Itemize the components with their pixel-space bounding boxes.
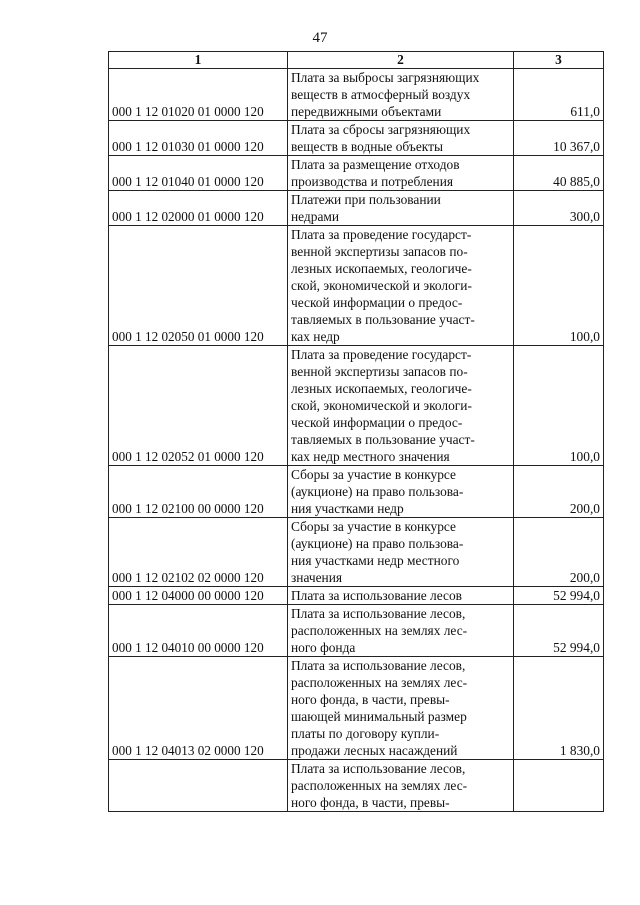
revenue-name-cell	[288, 69, 514, 121]
amount-cell: 200,0	[514, 518, 604, 587]
revenue-name-line: Плата за проведение государст-	[291, 347, 472, 362]
revenue-name-line: веществ в атмосферный воздух	[291, 87, 471, 102]
revenue-name-line: ках недр местного значения	[291, 449, 450, 464]
revenue-name-line: недрами	[291, 209, 340, 224]
budget-code-cell: 000 1 12 02050 01 0000 120	[109, 226, 288, 346]
revenue-name-cell	[288, 226, 514, 346]
budget-code-cell: 000 1 12 02000 01 0000 120	[109, 191, 288, 226]
budget-code-cell: 000 1 12 01030 01 0000 120	[109, 121, 288, 156]
revenue-name-line: Плата за использование лесов	[291, 588, 462, 603]
revenue-name-line: ного фонда	[291, 640, 356, 655]
amount-cell: 52 994,0	[514, 587, 604, 605]
revenue-name-line: Плата за сбросы загрязняющих	[291, 122, 471, 137]
revenue-name-cell	[288, 605, 514, 657]
table-row	[109, 191, 604, 226]
revenue-name-line: тавляемых в пользование участ-	[291, 312, 475, 327]
revenue-name-cell	[288, 346, 514, 466]
revenue-name-line: ческой информации о предос-	[291, 295, 463, 310]
revenue-name-line: Плата за выбросы загрязняющих	[291, 70, 480, 85]
table-row	[109, 466, 604, 518]
budget-code-cell: 000 1 12 04013 02 0000 120	[109, 657, 288, 760]
amount-cell: 100,0	[514, 226, 604, 346]
table-row	[109, 587, 604, 605]
amount-cell	[514, 760, 604, 812]
amount-cell: 1 830,0	[514, 657, 604, 760]
table-row	[109, 346, 604, 466]
revenue-name-line: платы по договору купли-	[291, 726, 440, 741]
column-header-2: 2	[288, 52, 514, 69]
revenue-name-line: передвижными объектами	[291, 104, 442, 119]
table-row	[109, 121, 604, 156]
table-row	[109, 760, 604, 812]
revenue-name-line: шающей минимальный размер	[291, 709, 467, 724]
revenue-name-cell	[288, 466, 514, 518]
revenue-name-line: Плата за размещение отходов	[291, 157, 460, 172]
revenue-name-line: производства и потребления	[291, 174, 454, 189]
revenue-name-line: Сборы за участие в конкурсе	[291, 467, 456, 482]
revenue-name-line: значения	[291, 570, 343, 585]
revenue-name-line: расположенных на землях лес-	[291, 778, 468, 793]
amount-cell: 100,0	[514, 346, 604, 466]
table-row	[109, 518, 604, 587]
revenue-name-line: продажи лесных насаждений	[291, 743, 458, 758]
revenue-name-line: веществ в водные объекты	[291, 139, 443, 154]
revenue-name-cell	[288, 587, 514, 605]
revenue-name-cell	[288, 760, 514, 812]
revenue-name-line: (аукционе) на право пользова-	[291, 536, 464, 551]
revenue-name-line: расположенных на землях лес-	[291, 623, 468, 638]
revenue-name-cell	[288, 156, 514, 191]
revenue-name-line: Сборы за участие в конкурсе	[291, 519, 456, 534]
table-row	[109, 156, 604, 191]
amount-cell: 300,0	[514, 191, 604, 226]
amount-cell: 40 885,0	[514, 156, 604, 191]
budget-code-cell: 000 1 12 04000 00 0000 120	[109, 587, 288, 605]
table-header-row	[109, 52, 604, 69]
revenue-name-cell	[288, 657, 514, 760]
revenue-name-cell	[288, 121, 514, 156]
budget-code-cell: 000 1 12 01020 01 0000 120	[109, 69, 288, 121]
table-row	[109, 605, 604, 657]
budget-code-cell	[109, 760, 288, 812]
column-header-1: 1	[109, 52, 288, 69]
revenue-name-line: венной экспертизы запасов по-	[291, 244, 468, 259]
table-row	[109, 226, 604, 346]
revenue-name-line: лезных ископаемых, геологиче-	[291, 381, 472, 396]
revenue-name-line: (аукционе) на право пользова-	[291, 484, 464, 499]
column-header-3: 3	[514, 52, 604, 69]
amount-cell: 200,0	[514, 466, 604, 518]
revenue-name-line: ного фонда, в части, превы-	[291, 692, 450, 707]
revenue-name-line: ного фонда, в части, превы-	[291, 795, 450, 810]
budget-code-cell: 000 1 12 04010 00 0000 120	[109, 605, 288, 657]
revenue-name-line: ках недр	[291, 329, 340, 344]
budget-code-cell: 000 1 12 02102 02 0000 120	[109, 518, 288, 587]
revenue-name-line: расположенных на землях лес-	[291, 675, 468, 690]
budget-code-cell: 000 1 12 01040 01 0000 120	[109, 156, 288, 191]
revenue-name-line: ческой информации о предос-	[291, 415, 463, 430]
budget-revenue-table	[108, 51, 604, 812]
revenue-name-line: лезных ископаемых, геологиче-	[291, 261, 472, 276]
revenue-name-line: тавляемых в пользование участ-	[291, 432, 475, 447]
revenue-name-line: ской, экономической и экологи-	[291, 398, 472, 413]
page-number: 47	[312, 30, 328, 46]
table-row	[109, 657, 604, 760]
amount-cell: 611,0	[514, 69, 604, 121]
budget-code-cell: 000 1 12 02052 01 0000 120	[109, 346, 288, 466]
revenue-name-line: Плата за использование лесов,	[291, 761, 466, 776]
revenue-name-cell	[288, 191, 514, 226]
revenue-name-line: Плата за использование лесов,	[291, 658, 466, 673]
revenue-name-line: ния участками недр местного	[291, 553, 460, 568]
amount-cell: 52 994,0	[514, 605, 604, 657]
amount-cell: 10 367,0	[514, 121, 604, 156]
revenue-name-line: Плата за проведение государст-	[291, 227, 472, 242]
revenue-name-line: венной экспертизы запасов по-	[291, 364, 468, 379]
table-row	[109, 69, 604, 121]
budget-code-cell: 000 1 12 02100 00 0000 120	[109, 466, 288, 518]
revenue-name-line: ния участками недр	[291, 501, 404, 516]
revenue-name-line: ской, экономической и экологи-	[291, 278, 472, 293]
revenue-name-line: Платежи при пользовании	[291, 192, 441, 207]
revenue-name-line: Плата за использование лесов,	[291, 606, 466, 621]
revenue-name-cell	[288, 518, 514, 587]
